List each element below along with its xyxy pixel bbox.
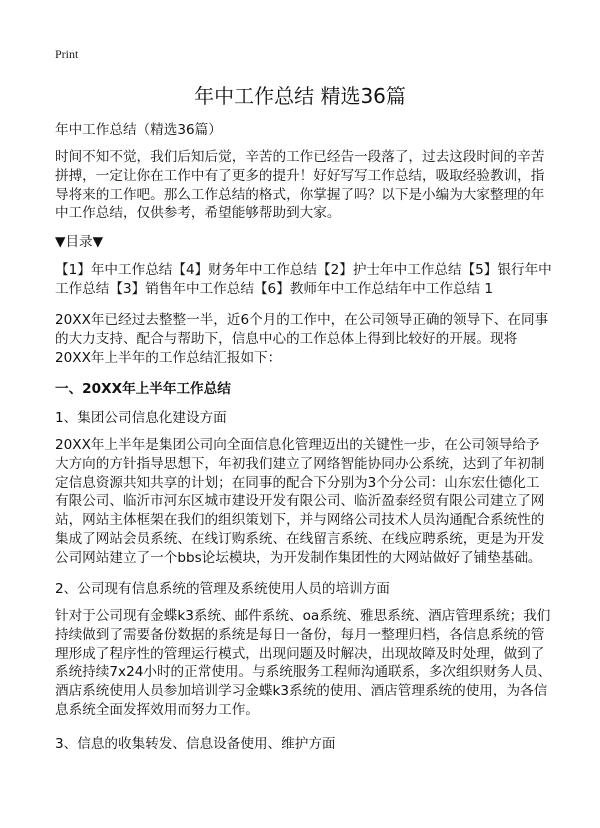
subheading-2: 2、公司现有信息系统的管理及系统使用人员的培训方面 <box>55 581 390 597</box>
text-line: 导将来的工作吧。那么工作总结的格式，你掌握了吗？以下是小编为大家整理的年 <box>55 186 545 203</box>
text-line: 20XX年上半年的工作总结汇报如下： <box>55 349 282 366</box>
text-line: 理形成了程序性的管理运行模式，出现问题及时解决，出现故障及时处理，做到了 <box>55 645 545 662</box>
text-line: 酒店系统使用人员参加培训学习金蝶k3系统的使用、酒店管理系统的使用，为各信 <box>55 683 548 700</box>
text-line: 20XX年已经过去整整一半，近6个月的工作中，在公司领导正确的领导下、在同事 <box>55 312 549 328</box>
text-line: 集成了网站会员系统、在线订购系统、在线留言系统、在线应聘系统，更是为开发 <box>55 530 545 547</box>
intro-paragraph <box>55 148 555 223</box>
text-line: 站，网站主体框架在我们的组织策划下，并与网络公司技术人员沟通配合系统性的 <box>55 512 545 529</box>
table-of-contents[interactable] <box>55 261 555 299</box>
print-link[interactable]: Print <box>55 47 79 61</box>
text-line: 20XX年上半年是集团公司向全面信息化管理迈出的关键性一步，在公司领导给予 <box>55 437 540 453</box>
text-line: 息系统全面发挥效用而努力工作。 <box>55 701 259 718</box>
text-line: 持续做到了需要备份数据的系统是每日一备份，每月一整理归档，各信息系统的管 <box>55 626 545 643</box>
subheading-3: 3、信息的收集转发、信息设备使用、维护方面 <box>55 736 336 752</box>
document-subtitle: 年中工作总结（精选36篇） <box>55 122 222 138</box>
section-heading: 一、20XX年上半年工作总结 <box>55 381 231 397</box>
document-title: 年中工作总结 精选36篇 <box>194 84 406 108</box>
paragraph-overview <box>55 311 555 367</box>
text-line: 系统持续7x24小时的正常使用。与系统服务工程师沟通联系，多次组织财务人员、 <box>55 664 552 681</box>
text-line: 时间不知不觉，我们后知后觉，辛苦的工作已经告一段落了，过去这段时间的辛苦 <box>55 149 545 165</box>
text-line: 中工作总结，仅供参考，希望能够帮助到大家。 <box>55 205 341 222</box>
subheading-1: 1、集团公司信息化建设方面 <box>55 410 227 426</box>
paragraph-it-construction <box>55 436 555 568</box>
text-line: 【1】年中工作总结【4】财务年中工作总结【2】护士年中工作总结【5】银行年中 <box>55 262 552 278</box>
toc-label: ▼目录▼ <box>55 234 104 250</box>
text-line: 工作总结【3】销售年中工作总结【6】教师年中工作总结年中工作总结 1 <box>55 280 494 297</box>
text-line: 拼搏，一定让你在工作中有了更多的提升！好好写写工作总结，吸取经验教训，指 <box>55 167 545 184</box>
text-line: 大方向的方针指导思想下，年初我们建立了网络智能协同办公系统，达到了年初制 <box>55 455 545 472</box>
paragraph-system-management <box>55 607 555 720</box>
text-line: 公司网站建立了一个bbs论坛模块，为开发制作集团性的大网站做好了铺垫基础。 <box>55 549 542 566</box>
text-line: 有限公司、临沂市河东区城市建设开发有限公司、临沂盈泰经贸有限公司建立了网 <box>55 493 545 510</box>
text-line: 的大力支持、配合与帮助下，信息中心的工作总体上得到比较好的开展。现将 <box>55 330 518 347</box>
text-line: 定信息资源共知共享的计划；在同事的配合下分别为3个分公司：山东宏仕德化工 <box>55 474 540 491</box>
text-line: 针对于公司现有金蝶k3系统、邮件系统、oa系统、雅思系统、酒店管理系统；我们 <box>55 608 551 624</box>
